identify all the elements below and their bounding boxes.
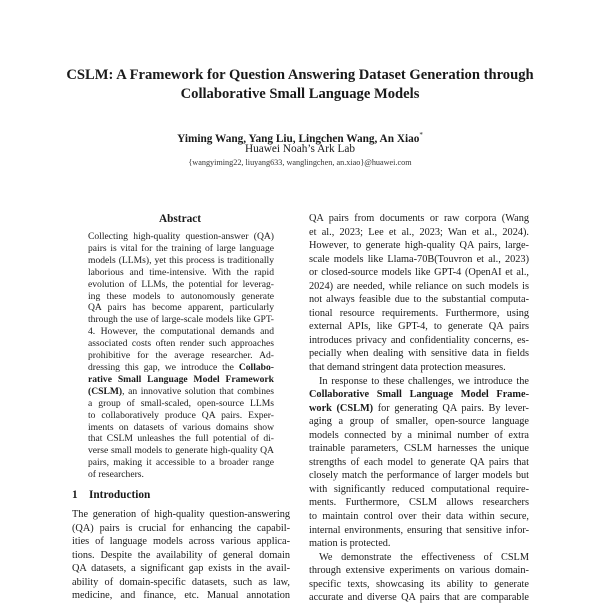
abstract-line: verse small models to generate high-quality QA (88, 445, 274, 457)
intro-line: scale models like Llama-70B(Touvron et al., 2023) (309, 253, 529, 265)
abstract-line (88, 386, 274, 398)
intro-line: However, to generate high-quality QA pairs, large- (309, 240, 529, 252)
intro-line: We demonstrate the effectiveness of CSLM (319, 551, 529, 563)
abstract-line: ing these models to autonomously generate (88, 290, 274, 302)
intro-line: In response to these challenges, we introduce the (319, 375, 529, 387)
framework-name-bold: work (CSLM) (309, 402, 374, 414)
introduction-column-2 (309, 212, 529, 605)
intro-line: QA datasets, a significant gap exists in the avail- (72, 563, 290, 574)
abstract-line: evolution of LLMs, the potential for leverag- (88, 278, 274, 290)
abstract-heading: Abstract (158, 213, 202, 225)
intro-line: mation is protected. (309, 538, 391, 550)
abstract-line-text: dressing this gap, we introduce the (88, 361, 239, 373)
abstract-line: of researchers. (88, 469, 144, 481)
abstract-bold-term: Collabo- (238, 361, 274, 373)
abstract-line: iments on datasets of various domains show (88, 421, 274, 433)
authors-text: Yiming Wang, Yang Liu, Lingchen Wang, An Xiao (177, 132, 420, 145)
intro-line: through extensive experiments on various domain- (309, 565, 529, 577)
intro-line: aging a group of smaller, open-source language (309, 416, 529, 428)
intro-line: ities of language models across various applica- (72, 536, 290, 547)
abstract-line: that CSLM unleashes the full potential of di- (88, 433, 274, 445)
abstract-line: to collaboratively produce QA pairs. Exper- (88, 409, 274, 421)
intro-line: et al., 2023; Lee et al., 2023; Wan et al., 2024). (309, 226, 529, 238)
abstract-line: models (LLMs), yet this process is traditionally (88, 254, 274, 266)
paragraph (309, 551, 529, 605)
intro-line: to maintain control over their data within secure, (309, 511, 529, 523)
abstract-line: pairs is vital for the training of large language (88, 242, 274, 254)
intro-line (309, 402, 529, 416)
abstract-line: a group of small-scaled, open-source LLMs (88, 397, 274, 409)
abstract-line (88, 362, 274, 374)
section-number: 1 (72, 489, 78, 501)
intro-line: trainable parameters, CSLM harnesses the unique (309, 443, 529, 455)
intro-line: or closed-source models like GPT-4 (OpenAI et al., (309, 267, 529, 279)
affiliation: Huawei Noah’s Ark Lab (244, 143, 356, 155)
intro-line: tional resource requirements. Furthermore, using (309, 307, 529, 319)
intro-line: that demand stringent data protection measures. (309, 362, 506, 374)
intro-line: closely match the performance of larger models but (309, 470, 529, 482)
intro-line: medicine, and finance, etc. Manual annotation (72, 590, 290, 601)
abstract-line: prohibitive for the average researcher. Ad- (88, 350, 274, 362)
author-emails: {wangyiming22, liuyang633, wanglingchen, an.xiao}@huawei.com (188, 158, 412, 167)
abstract-line: through the use of large-scale models like GPT- (88, 314, 274, 326)
abstract-bold-term: (CSLM) (88, 385, 123, 397)
intro-line: internal environments, ensuring that sensitive infor- (309, 524, 529, 536)
abstract-line-text: , an innovative solution that combines (122, 385, 274, 397)
paragraph (309, 212, 529, 375)
section-title: Introduction (89, 489, 151, 501)
abstract-body (88, 231, 274, 481)
intro-line: with significantly reduced computational require- (309, 483, 529, 495)
intro-line: (QA) pairs is crucial for enhancing the capabil- (72, 522, 290, 534)
intro-line: The generation of high-quality question-answering (72, 509, 290, 520)
abstract-line (88, 374, 274, 386)
intro-line: specific texts, showcasing its ability to generate (309, 578, 529, 590)
intro-line-text: for generating QA pairs. By lever- (373, 402, 529, 414)
intro-line: ability of domain-specific datasets, such as law, (72, 576, 290, 588)
abstract-bold-term: rative Small Language Model Framework (88, 373, 274, 385)
intro-line: 2024) are needed, while reliance on such models is (309, 280, 529, 292)
introduction-column-1 (72, 508, 290, 603)
section-heading-introduction (72, 488, 288, 502)
title-line-2: Collaborative Small Language Models (180, 86, 420, 102)
paper-title (40, 66, 560, 104)
intro-line: accurate and diverse QA pairs that are comparable (309, 592, 529, 604)
intro-line: not always feasible due to the substantial computa- (309, 294, 529, 306)
intro-line: external APIs, like GPT-4, to generate QA pairs (309, 321, 529, 333)
intro-line: tions. Despite the availability of general domain (72, 549, 290, 561)
intro-line: models connected by a minimal number of extra (309, 429, 529, 441)
author-footnote-mark: * (419, 131, 423, 139)
paragraph (309, 375, 529, 551)
abstract-line: laborious and time-intensive. With the rapid (88, 266, 274, 278)
abstract-line: Collecting high-quality question-answer (QA) (88, 231, 274, 242)
abstract-line: associated costs often render such approaches (88, 338, 274, 350)
abstract-line: 4. However, the computational demands and (88, 326, 274, 338)
abstract-line: QA pairs has become apparent, particularly (88, 302, 274, 314)
intro-line: strengths of each model to generate QA pairs that (309, 456, 529, 468)
intro-line (309, 388, 529, 402)
abstract-line: pairs, making it accessible to a broader range (88, 457, 274, 469)
title-line-1: CSLM: A Framework for Question Answering Dataset Generation through (66, 67, 534, 83)
intro-line: pecially when dealing with sensitive data in fields (309, 348, 529, 360)
intro-line: ments. Furthermore, CSLM allows researchers (309, 497, 529, 509)
intro-line: introduces privacy and confidentiality concerns, es- (309, 334, 529, 346)
intro-line: QA pairs from documents or raw corpora (Wang (309, 213, 529, 224)
framework-name-bold: Collaborative Small Language Model Frame- (309, 389, 529, 401)
